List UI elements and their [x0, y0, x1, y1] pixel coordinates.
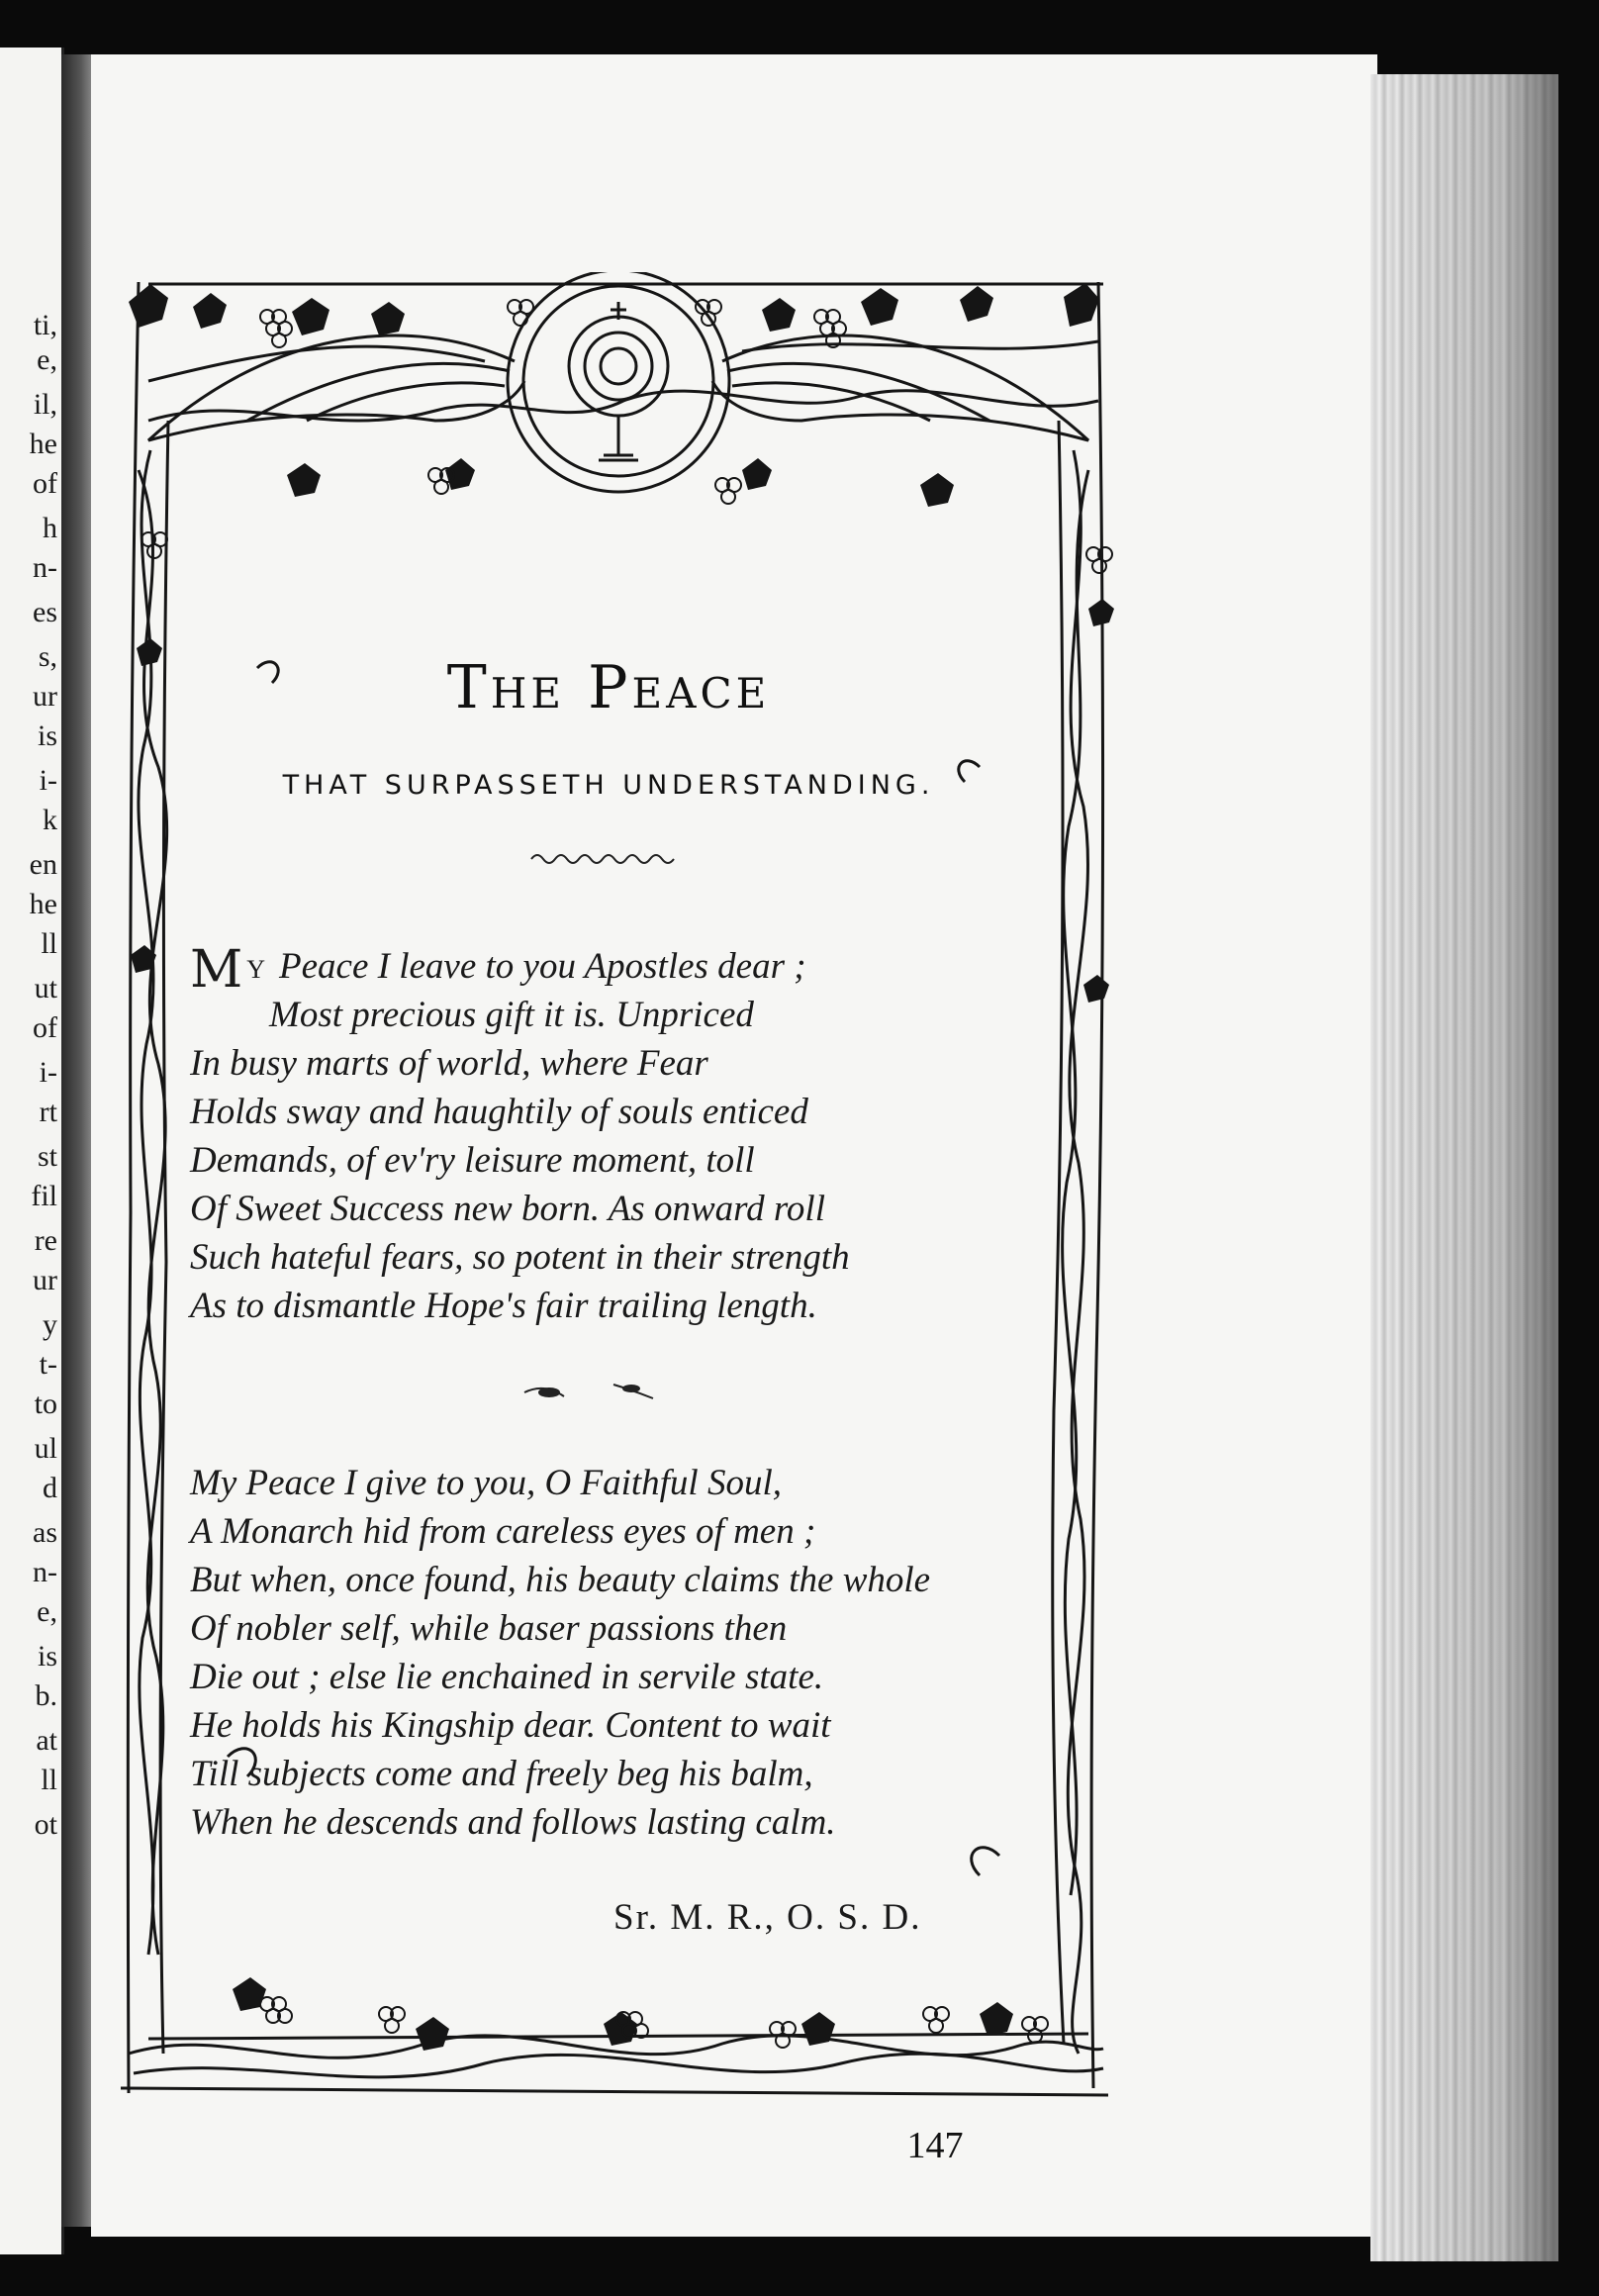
page-number: 147 — [906, 2125, 964, 2166]
left-page-text-fragment: fil — [31, 1180, 57, 1212]
poem-line: In busy marts of world, where Fear — [190, 1043, 708, 1084]
book-gutter — [61, 54, 93, 2227]
poem-line: He holds his Kingship dear. Content to wait — [190, 1705, 831, 1746]
left-page-text-fragment: he — [29, 888, 57, 920]
left-page-text-fragment: en — [29, 848, 57, 881]
left-page-text-fragment: i- — [39, 764, 57, 797]
left-page-text-fragment: e, — [37, 1595, 57, 1628]
left-page-text-fragment: ut — [34, 972, 57, 1004]
page-edges-shadow — [1370, 74, 1558, 2261]
left-page-text-fragment: ll — [41, 1764, 57, 1796]
left-page-text-fragment: t- — [39, 1348, 57, 1381]
poem-line: My Peace I give to you, O Faithful Soul, — [190, 1463, 782, 1503]
left-page-text-fragment: y — [43, 1308, 57, 1341]
left-page-text-fragment: ur — [33, 680, 57, 713]
stanza-two — [190, 1459, 1061, 1847]
stanza-one-first-line — [190, 939, 1061, 1000]
left-page-text-fragment: h — [43, 512, 57, 544]
left-page-text-fragment: b. — [35, 1679, 57, 1712]
left-page-text-fragment: of — [33, 467, 57, 500]
left-page-edge — [0, 48, 64, 2254]
left-page-text-fragment: to — [34, 1387, 57, 1420]
poem-line: Most precious gift it is. Unpriced — [269, 995, 754, 1035]
poem-line: Till subjects come and freely beg his balm, — [190, 1754, 813, 1794]
poem-line: But when, once found, his beauty claims the whole — [190, 1560, 931, 1600]
left-page-text-fragment: d — [43, 1472, 57, 1504]
left-page-text-fragment: ur — [33, 1264, 57, 1296]
drop-cap: M — [190, 939, 243, 1000]
stanza-one — [190, 939, 1061, 1330]
left-page-text-fragment: is — [37, 1640, 57, 1673]
left-page-text-fragment: rt — [39, 1096, 57, 1128]
left-page-text-fragment: n- — [33, 551, 57, 584]
left-page-text-fragment: st — [37, 1140, 57, 1173]
poem-line: Die out ; else lie enchained in servile state. — [190, 1657, 824, 1697]
poem-line: Holds sway and haughtily of souls enticed — [190, 1092, 808, 1132]
wavy-divider — [529, 849, 678, 869]
left-page-text-fragment: ti, — [33, 309, 57, 341]
poem-line: Of Sweet Success new born. As onward roll — [190, 1189, 825, 1229]
left-page-text-fragment: of — [33, 1011, 57, 1044]
first-line-text: Peace I leave to you Apostles dear ; — [279, 946, 806, 987]
left-page-text-fragment: re — [34, 1224, 57, 1257]
left-page-text-fragment: il, — [33, 388, 57, 421]
author-signature: Sr. M. R., O. S. D. — [613, 1897, 922, 1938]
poem-line: Such hateful fears, so potent in their strength — [190, 1237, 850, 1278]
fleuron-ornament — [515, 1371, 673, 1410]
poem-line: When he descends and follows lasting calm. — [190, 1802, 836, 1843]
poem-line: A Monarch hid from careless eyes of men ; — [190, 1511, 816, 1552]
left-page-text-fragment: n- — [33, 1556, 57, 1588]
left-page-text-fragment: es — [33, 596, 57, 628]
poem-line: Demands, of ev'ry leisure moment, toll — [190, 1140, 755, 1181]
left-page-text-fragment: he — [29, 428, 57, 460]
poem-subtitle: THAT SURPASSETH UNDERSTANDING. — [282, 770, 935, 801]
left-page-text-fragment: k — [43, 804, 57, 836]
poem-line: As to dismantle Hope's fair trailing length. — [190, 1286, 817, 1326]
left-page-text-fragment: i- — [39, 1056, 57, 1089]
left-page-text-fragment: s, — [38, 640, 57, 673]
left-page-text-fragment: at — [36, 1724, 57, 1757]
poem-line: Of nobler self, while baser passions then — [190, 1608, 788, 1649]
poem-title: The Peace — [446, 653, 771, 722]
drop-cap-rest: Y — [246, 955, 266, 984]
left-page-text-fragment: e, — [37, 343, 57, 376]
left-page-text-fragment: ll — [41, 927, 57, 960]
left-page-text-fragment: as — [33, 1516, 57, 1549]
left-page-text-fragment: is — [37, 719, 57, 752]
left-page-text-fragment: ul — [34, 1432, 57, 1465]
left-page-text-fragment: ot — [34, 1808, 57, 1841]
